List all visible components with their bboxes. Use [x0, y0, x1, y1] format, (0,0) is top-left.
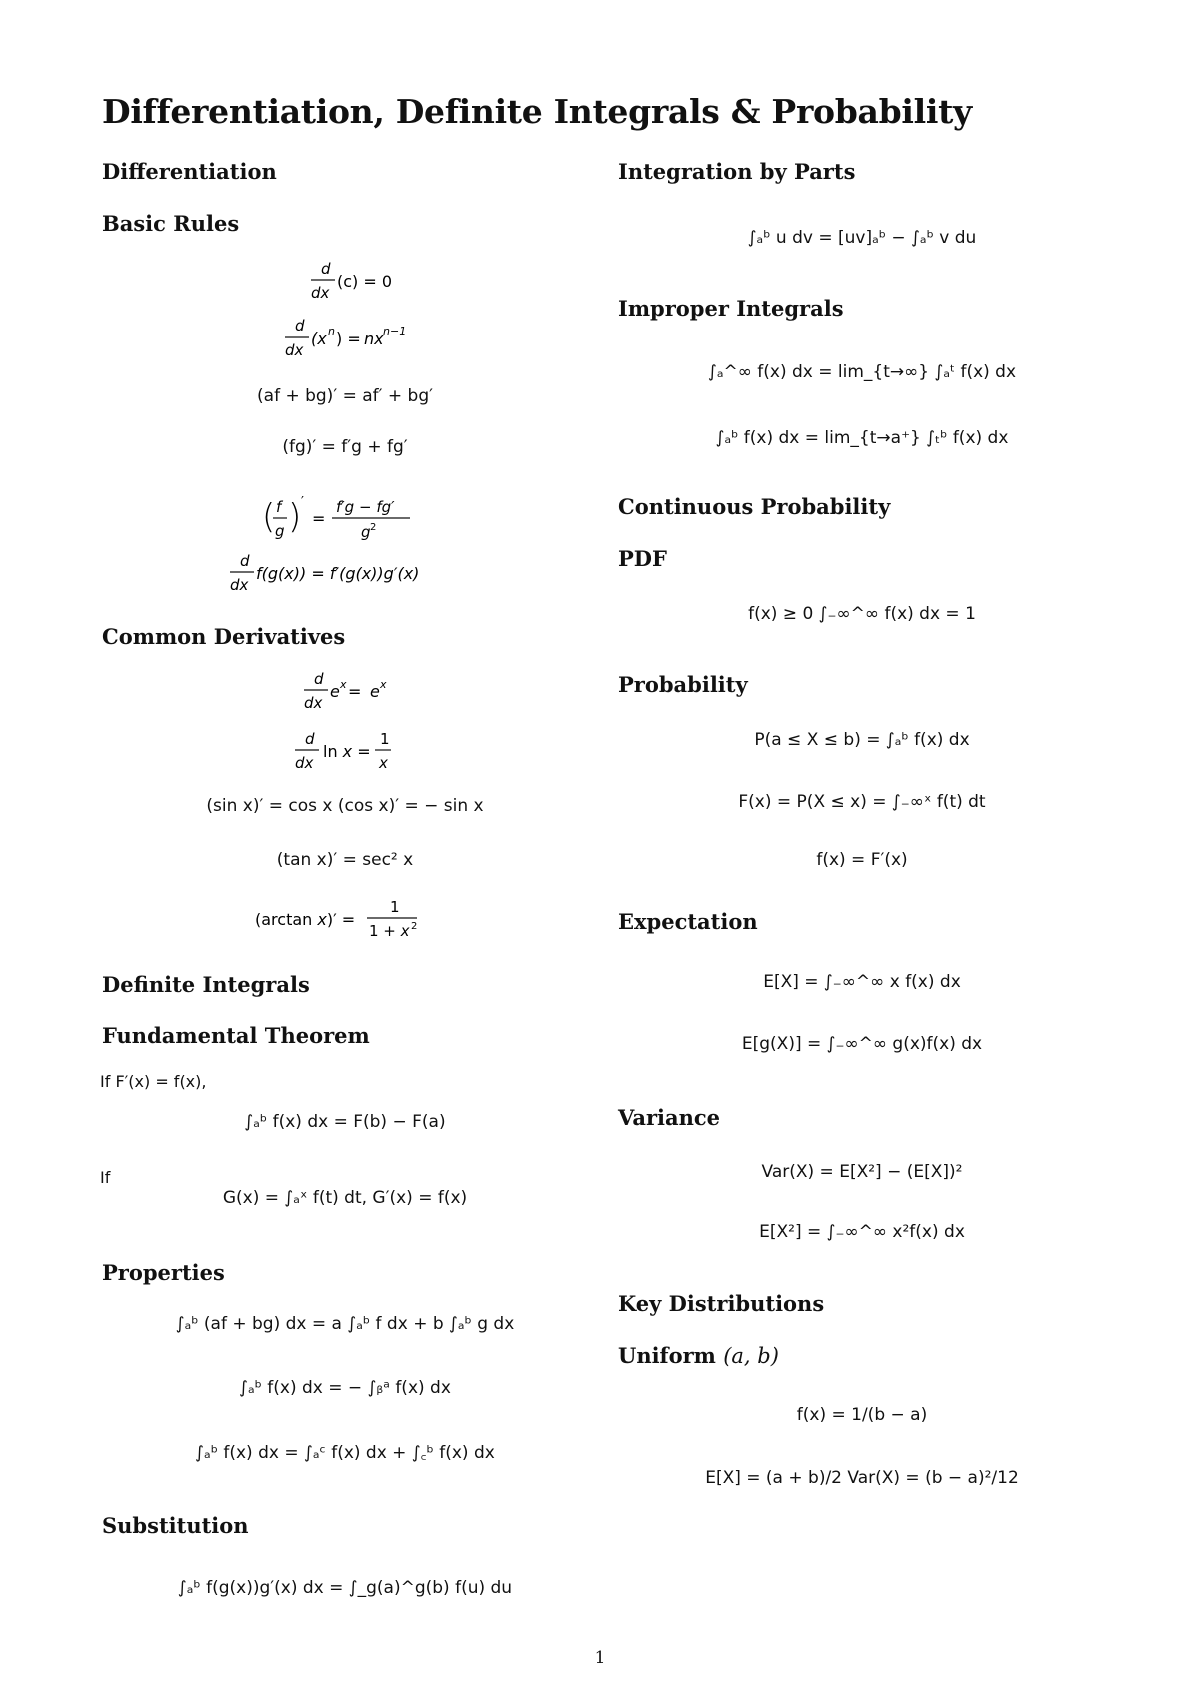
svg-text:f: f [276, 498, 282, 516]
svg-text:dx: dx [295, 754, 314, 772]
svg-text:dx: dx [285, 341, 304, 359]
subsection-substitution: Substitution [102, 1513, 249, 1538]
eq-power-rule [270, 315, 420, 366]
svg-text:2: 2 [370, 522, 377, 533]
eq-expectation-function: E[g(X)] = ∫₋∞^∞ g(x)f(x) dx [741, 1034, 983, 1054]
svg-text:′: ′ [301, 495, 304, 510]
eq-exp-derivative [290, 668, 400, 719]
page-number: 1 [594, 1648, 606, 1668]
eq-interval-probability: P(a ≤ X ≤ b) = ∫ₐᵇ f(x) dx [754, 730, 970, 750]
section-continuous-probability: Continuous Probability [618, 494, 891, 519]
svg-text:(x: (x [311, 329, 327, 348]
svg-text:(c) = 0: (c) = 0 [337, 272, 393, 291]
svg-text:1: 1 [390, 898, 400, 916]
section-differentiation: Differentiation [102, 159, 277, 184]
eq-arctan-derivative [255, 896, 435, 947]
svg-text:d: d [240, 552, 250, 570]
svg-text:x: x [380, 678, 387, 691]
eq-cdf: F(x) = P(X ≤ x) = ∫₋∞ˣ f(t) dt [738, 792, 986, 812]
subsection-basic-rules: Basic Rules [102, 211, 240, 236]
svg-text:g: g [275, 522, 285, 540]
svg-text:1: 1 [380, 730, 390, 748]
eq-trig-derivatives: (sin x)′ = cos x (cos x)′ = − sin x [206, 796, 484, 816]
page-title: Differentiation, Definite Integrals & Probability [102, 92, 972, 131]
eq-integration-by-parts: ∫ₐᵇ u dv = [uv]ₐᵇ − ∫ₐᵇ v du [747, 228, 977, 248]
eq-pdf-from-cdf: f(x) = F′(x) [816, 850, 908, 870]
svg-text:(arctan x)′ =: (arctan x)′ = [255, 910, 356, 929]
eq-chain-rule [230, 550, 460, 601]
svg-text:ln x =: ln x = [323, 742, 371, 761]
subsection-variance: Variance [618, 1105, 721, 1130]
subsection-integration-by-parts: Integration by Parts [618, 159, 856, 184]
svg-text:dx: dx [311, 284, 330, 302]
svg-text:f′g − fg′: f′g − fg′ [336, 498, 395, 516]
text-if-antiderivative: If F′(x) = f(x), [100, 1072, 207, 1091]
eq-improper-discontinuous: ∫ₐᵇ f(x) dx = lim_{t→a⁺} ∫ₜᵇ f(x) dx [715, 428, 1009, 448]
eq-tan-derivative: (tan x)′ = sec² x [276, 850, 414, 870]
uniform-params: (a, b) [723, 1344, 779, 1368]
eq-ftc-part1: ∫ₐᵇ f(x) dx = F(b) − F(a) [244, 1112, 446, 1132]
svg-text:d: d [314, 670, 324, 688]
svg-text:n: n [328, 325, 335, 338]
svg-text:d: d [305, 730, 315, 748]
svg-text:e: e [330, 682, 340, 701]
eq-substitution: ∫ₐᵇ f(g(x))g′(x) dx = ∫_g(a)^g(b) f(u) du [177, 1578, 513, 1598]
svg-text:d: d [295, 317, 305, 335]
section-key-distributions: Key Distributions [618, 1291, 825, 1316]
subsection-pdf: PDF [618, 546, 667, 571]
subsection-properties: Properties [102, 1260, 225, 1285]
svg-text:): ) [288, 497, 302, 537]
svg-text:d: d [321, 260, 331, 278]
eq-constant-rule [295, 258, 395, 309]
svg-text:nx: nx [364, 329, 384, 348]
eq-expectation: E[X] = ∫₋∞^∞ x f(x) dx [763, 972, 961, 992]
svg-text:=: = [312, 509, 326, 528]
eq-second-moment: E[X²] = ∫₋∞^∞ x²f(x) dx [759, 1222, 965, 1242]
eq-ln-derivative [285, 728, 405, 779]
svg-text:(: ( [262, 497, 276, 537]
subsection-common-derivatives: Common Derivatives [102, 624, 346, 649]
eq-linearity: (af + bg)′ = af′ + bg′ [257, 386, 433, 406]
eq-integral-additivity: ∫ₐᵇ f(x) dx = ∫ₐᶜ f(x) dx + ∫꜀ᵇ f(x) dx [195, 1443, 495, 1463]
svg-text:1 + x: 1 + x [369, 922, 410, 940]
text-if: If [100, 1168, 111, 1187]
svg-text:=: = [348, 682, 362, 701]
eq-product-rule: (fg)′ = f′g + fg′ [282, 437, 408, 457]
eq-variance: Var(X) = E[X²] − (E[X])² [761, 1162, 963, 1182]
svg-text:x: x [340, 678, 347, 691]
svg-text:e: e [370, 682, 380, 701]
eq-uniform-moments: E[X] = (a + b)/2 Var(X) = (b − a)²/12 [705, 1468, 1019, 1488]
eq-pdf-conditions: f(x) ≥ 0 ∫₋∞^∞ f(x) dx = 1 [748, 604, 976, 624]
subsection-improper-integrals: Improper Integrals [618, 296, 844, 321]
eq-integral-linearity: ∫ₐᵇ (af + bg) dx = a ∫ₐᵇ f dx + b ∫ₐᵇ g dx [175, 1314, 515, 1334]
svg-text:x: x [379, 754, 388, 772]
uniform-label: Uniform [618, 1343, 716, 1368]
svg-text:g: g [361, 523, 371, 541]
svg-text:n−1: n−1 [383, 325, 407, 338]
subsection-fundamental-theorem: Fundamental Theorem [102, 1023, 370, 1048]
svg-text:) =: ) = [336, 329, 361, 348]
eq-uniform-pdf: f(x) = 1/(b − a) [796, 1405, 928, 1425]
eq-integral-reverse: ∫ₐᵇ f(x) dx = − ∫ᵦᵃ f(x) dx [239, 1378, 451, 1398]
svg-text:dx: dx [304, 694, 323, 712]
subsection-probability: Probability [618, 672, 748, 697]
section-definite-integrals: Definite Integrals [102, 972, 310, 997]
eq-quotient-rule [260, 490, 430, 551]
subsection-uniform [618, 1343, 779, 1368]
svg-text:dx: dx [230, 576, 249, 594]
svg-text:f(g(x)) = f′(g(x))g′(x): f(g(x)) = f′(g(x))g′(x) [256, 564, 420, 583]
svg-text:2: 2 [411, 921, 418, 932]
eq-improper-infinite: ∫ₐ^∞ f(x) dx = lim_{t→∞} ∫ₐᵗ f(x) dx [707, 362, 1017, 382]
subsection-expectation: Expectation [618, 909, 758, 934]
eq-ftc-part2: G(x) = ∫ₐˣ f(t) dt, G′(x) = f(x) [222, 1188, 468, 1208]
